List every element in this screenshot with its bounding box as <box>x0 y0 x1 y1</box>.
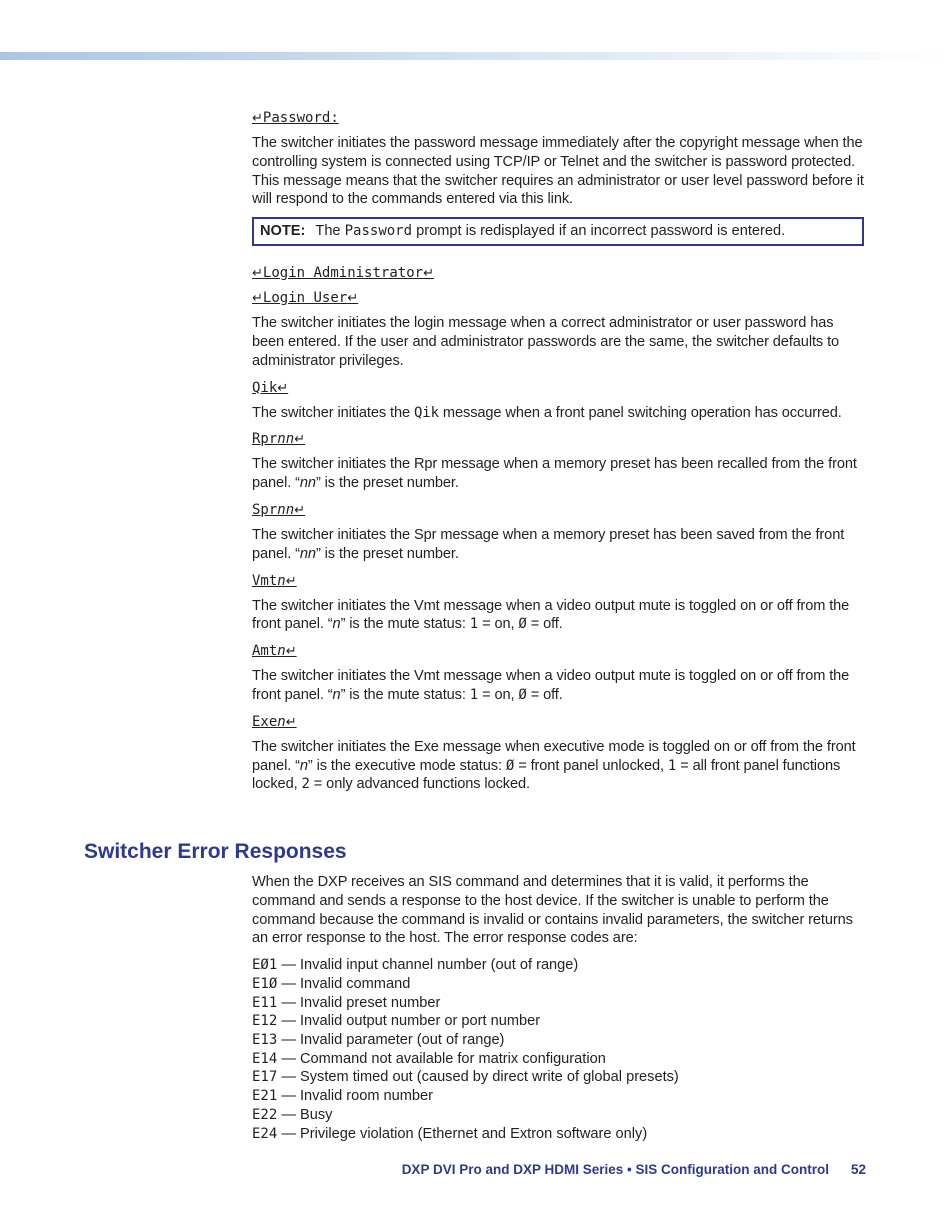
error-code-item <box>252 1050 868 1069</box>
return-arrow-icon: ↵ <box>285 573 297 589</box>
error-code: E12 <box>252 1013 278 1030</box>
message-list <box>252 109 868 802</box>
error-code: E22 <box>252 1106 278 1123</box>
vmt-description: The switcher initiates the Vmt message when a video output mute is toggled on or off from the front panel. “n” is the mute status: 1 = on, Ø = off. <box>252 597 850 633</box>
error-text: — Invalid preset number <box>277 994 441 1011</box>
error-text: — Invalid command <box>277 975 411 992</box>
error-text: — Busy <box>277 1106 333 1123</box>
error-code-list <box>252 956 868 1143</box>
error-code: EØ1 <box>252 957 278 974</box>
login-admin-command: ↵Login Administrator↵ <box>252 265 434 282</box>
password-description: The switcher initiates the password message immediately after the copyright message when the controlling system is connected using TCP/IP or Telnet and the switcher is password protected. This message means that the switcher requires an administrator or user level password before it will respond to the commands entered via this link. <box>252 135 864 208</box>
error-text: — Invalid parameter (out of range) <box>277 1032 505 1048</box>
error-code-item <box>252 975 868 994</box>
error-code: E21 <box>252 1088 278 1105</box>
return-arrow-icon: ↵ <box>294 432 306 448</box>
footer-title: DXP DVI Pro and DXP HDMI Series • SIS Configuration and Control <box>401 1162 829 1177</box>
spr-command: Sprnn↵ <box>252 501 306 518</box>
rpr-description: The switcher initiates the Rpr message when a memory preset has been recalled from the front panel. “nn” is the preset number. <box>252 456 857 492</box>
error-code-item <box>252 1087 868 1106</box>
note-box: NOTE: The Password prompt is redisplayed if an incorrect password is entered. <box>252 217 864 246</box>
error-code-item <box>252 1068 868 1087</box>
error-code: E24 <box>252 1125 278 1142</box>
error-intro: When the DXP receives an SIS command and determines that it is valid, it performs the command and sends a response to the host device. If the switcher is unable to perform the command because the command is invalid or contains invalid parameters, the switcher returns an error response to the host. The error response codes are: <box>252 874 853 947</box>
section-title: Switcher Error Responses <box>84 840 347 863</box>
error-text: — System timed out (caused by direct write of global presets) <box>277 1069 679 1086</box>
error-text: — Invalid room number <box>277 1088 434 1105</box>
header-band <box>0 52 950 60</box>
error-code: E11 <box>252 994 278 1011</box>
error-code: E13 <box>252 1032 278 1048</box>
spr-description: The switcher initiates the Spr message when a memory preset has been saved from the front panel. “nn” is the preset number. <box>252 526 845 562</box>
error-code-item <box>252 1012 868 1031</box>
page-number: 52 <box>850 1162 866 1177</box>
return-arrow-icon: ↵ <box>285 714 297 730</box>
password-command: ↵Password: <box>252 110 339 126</box>
error-section <box>252 873 868 1143</box>
return-arrow-icon: ↵ <box>277 380 289 396</box>
exe-description: The switcher initiates the Exe message when executive mode is toggled on or off from the front panel. “n” is the executive mode status: Ø = front panel unlocked, 1 = all front panel functions locked, 2 = only advanced functions locked. <box>252 738 856 793</box>
amt-description: The switcher initiates the Vmt message when a video output mute is toggled on or off from the front panel. “n” is the mute status: 1 = on, Ø = off. <box>252 668 850 703</box>
amt-command: Amtn↵ <box>252 643 297 660</box>
return-arrow-icon: ↵ <box>252 266 263 282</box>
page-footer <box>402 1162 866 1177</box>
error-text: — Privilege violation (Ethernet and Extron software only) <box>277 1125 648 1142</box>
rpr-command: Rprnn↵ <box>252 431 306 448</box>
error-code-item <box>252 956 868 975</box>
error-code-item <box>252 1106 868 1125</box>
error-code: E1Ø <box>252 975 278 992</box>
return-arrow-icon: ↵ <box>294 502 306 518</box>
login-user-command: ↵Login User↵ <box>252 290 359 307</box>
error-code-item <box>252 1125 868 1144</box>
error-code: E17 <box>252 1069 278 1086</box>
qik-command: Qik↵ <box>252 379 289 396</box>
return-arrow-icon: ↵ <box>252 291 263 307</box>
return-arrow-icon: ↵ <box>423 266 434 282</box>
return-arrow-icon: ↵ <box>285 644 297 660</box>
error-code: E14 <box>252 1050 278 1067</box>
error-text: — Command not available for matrix configuration <box>277 1050 606 1067</box>
error-code-item <box>252 1031 868 1050</box>
return-arrow-icon: ↵ <box>347 291 359 307</box>
qik-description: The switcher initiates the Qik message when a front panel switching operation has occurred. <box>252 404 842 421</box>
error-text: — Invalid input channel number (out of range) <box>277 957 579 974</box>
error-code-item <box>252 994 868 1013</box>
vmt-command: Vmtn↵ <box>252 572 297 589</box>
login-description: The switcher initiates the login message when a correct administrator or user password has been entered. If the user and administrator passwords are the same, the switcher defaults to administrator privileges. <box>252 315 840 369</box>
return-arrow-icon: ↵ <box>252 111 263 126</box>
exe-command: Exen↵ <box>252 713 297 730</box>
error-text: — Invalid output number or port number <box>277 1013 541 1030</box>
note-label: NOTE: <box>260 223 306 240</box>
